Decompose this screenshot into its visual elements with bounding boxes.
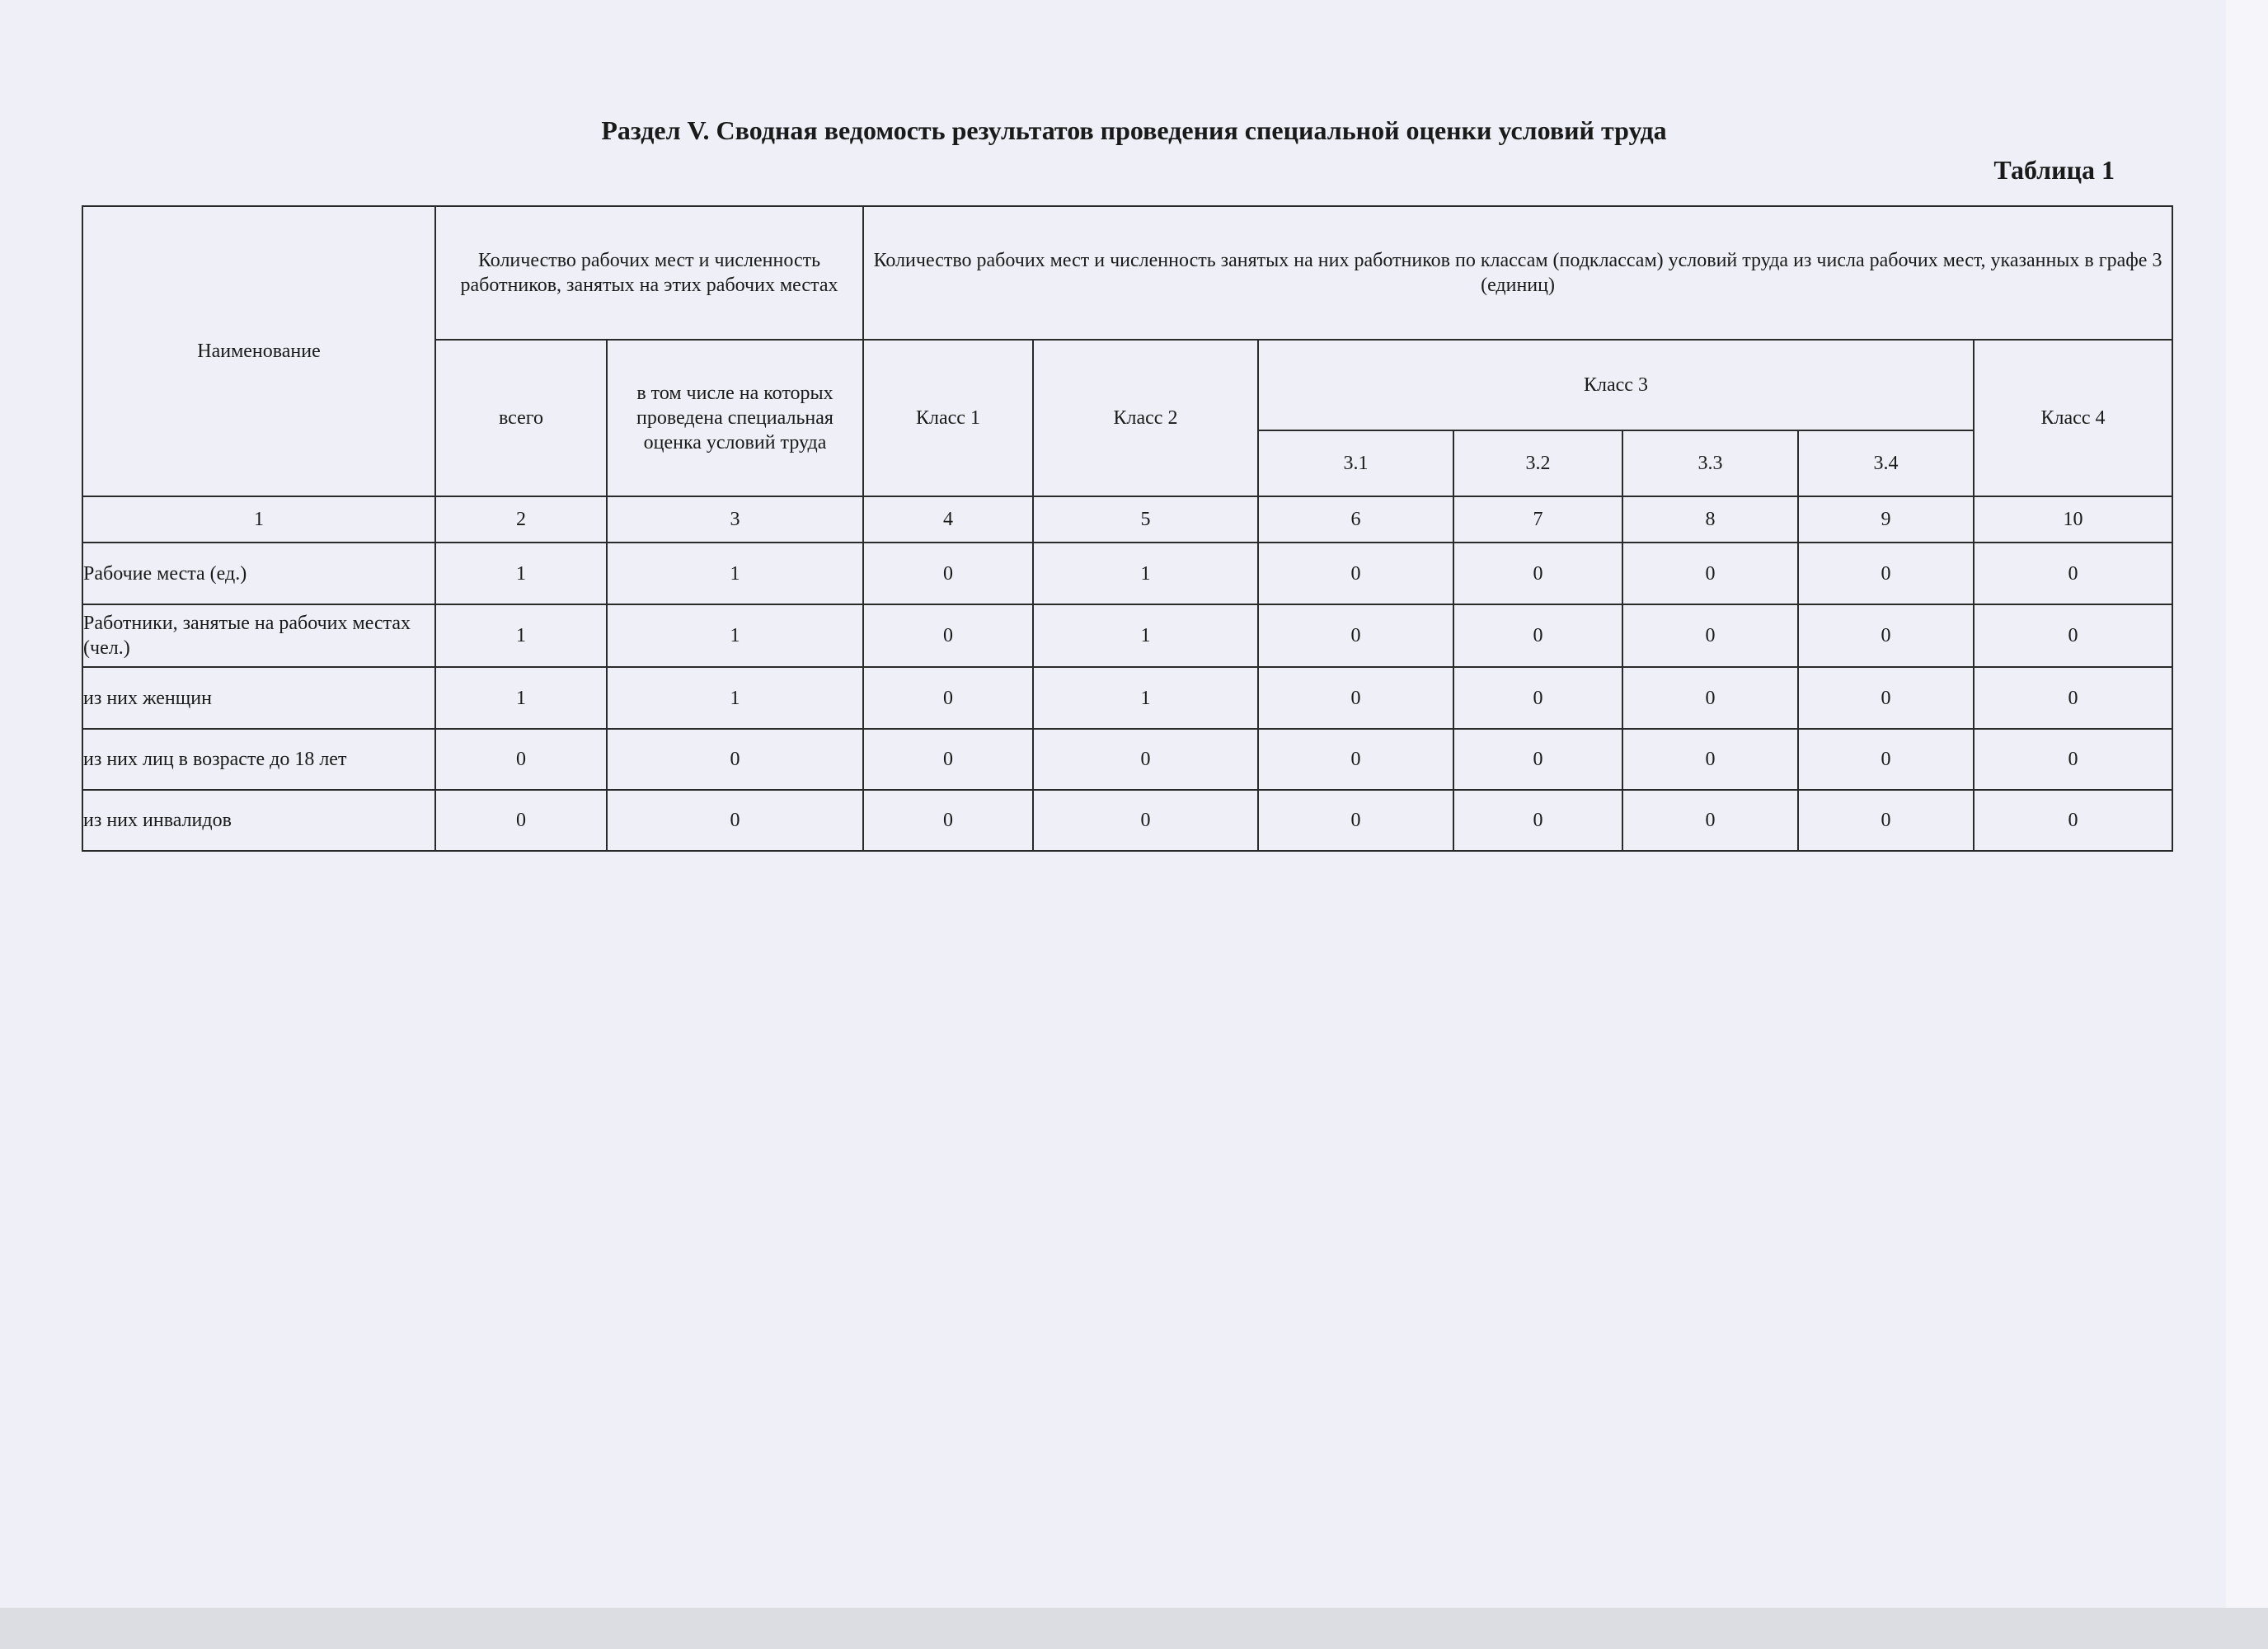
table-cell: 0 bbox=[863, 790, 1033, 851]
header-name: Наименование bbox=[82, 206, 435, 496]
table-cell: 0 bbox=[607, 729, 863, 790]
table-cell: 0 bbox=[1974, 729, 2172, 790]
table-cell: 0 bbox=[1453, 667, 1622, 729]
table-cell: 0 bbox=[1033, 790, 1258, 851]
header-row-1 bbox=[82, 206, 2172, 340]
table-cell: 0 bbox=[1453, 543, 1622, 604]
table-cell: 1 bbox=[1033, 604, 1258, 667]
table-cell: 0 bbox=[1974, 790, 2172, 851]
table-cell: 1 bbox=[1033, 543, 1258, 604]
table-cell: 0 bbox=[1258, 790, 1453, 851]
column-number: 7 bbox=[1453, 496, 1622, 543]
table-cell: 0 bbox=[1622, 790, 1798, 851]
table-cell: 0 bbox=[1622, 543, 1798, 604]
table-cell: 0 bbox=[1258, 604, 1453, 667]
summary-table bbox=[82, 205, 2173, 852]
row-label: Рабочие места (ед.) bbox=[82, 543, 435, 604]
header-class-1: Класс 1 bbox=[863, 340, 1033, 496]
header-subclass-3-3: 3.3 bbox=[1622, 430, 1798, 496]
table-cell: 1 bbox=[435, 543, 607, 604]
table-row bbox=[82, 667, 2172, 729]
table-cell: 0 bbox=[1798, 790, 1974, 851]
table-cell: 0 bbox=[1798, 604, 1974, 667]
table-cell: 0 bbox=[1453, 604, 1622, 667]
table-cell: 0 bbox=[1033, 729, 1258, 790]
table-cell: 0 bbox=[863, 667, 1033, 729]
table-number: Таблица 1 bbox=[1993, 155, 2115, 185]
table-row bbox=[82, 604, 2172, 667]
table-cell: 1 bbox=[435, 667, 607, 729]
table-cell: 1 bbox=[607, 604, 863, 667]
table-cell: 0 bbox=[1622, 604, 1798, 667]
column-number: 4 bbox=[863, 496, 1033, 543]
document-title: Раздел V. Сводная ведомость результатов проведения специальной оценки условий труда bbox=[601, 115, 1667, 145]
row-label: из них лиц в возрасте до 18 лет bbox=[82, 729, 435, 790]
column-number: 8 bbox=[1622, 496, 1798, 543]
header-total: всего bbox=[435, 340, 607, 496]
table-cell: 0 bbox=[863, 729, 1033, 790]
table-cell: 0 bbox=[1258, 729, 1453, 790]
table-cell: 0 bbox=[1453, 729, 1622, 790]
table-cell: 0 bbox=[1258, 667, 1453, 729]
table-cell: 0 bbox=[1258, 543, 1453, 604]
table-cell: 0 bbox=[1798, 729, 1974, 790]
page-right-edge bbox=[2226, 0, 2268, 1608]
header-group-total: Количество рабочих мест и численность работников, занятых на этих рабочих местах bbox=[435, 206, 863, 340]
header-class-3: Класс 3 bbox=[1258, 340, 1974, 430]
table-row bbox=[82, 790, 2172, 851]
scan-bottom-strip bbox=[0, 1608, 2268, 1649]
column-number-row bbox=[82, 496, 2172, 543]
table-cell: 0 bbox=[1622, 729, 1798, 790]
row-label: из них инвалидов bbox=[82, 790, 435, 851]
table-cell: 1 bbox=[607, 543, 863, 604]
table-cell: 0 bbox=[1798, 543, 1974, 604]
column-number: 3 bbox=[607, 496, 863, 543]
header-class-4: Класс 4 bbox=[1974, 340, 2172, 496]
table-cell: 0 bbox=[1974, 604, 2172, 667]
header-subclass-3-1: 3.1 bbox=[1258, 430, 1453, 496]
table-cell: 1 bbox=[607, 667, 863, 729]
header-subclass-3-4: 3.4 bbox=[1798, 430, 1974, 496]
table-row bbox=[82, 543, 2172, 604]
table-cell: 0 bbox=[435, 729, 607, 790]
table-cell: 0 bbox=[863, 604, 1033, 667]
column-number: 10 bbox=[1974, 496, 2172, 543]
table-row bbox=[82, 729, 2172, 790]
table-cell: 0 bbox=[435, 790, 607, 851]
table-cell: 0 bbox=[1798, 667, 1974, 729]
header-assessed: в том числе на которых проведена специальная оценка условий труда bbox=[607, 340, 863, 496]
table-cell: 0 bbox=[1974, 543, 2172, 604]
table-cell: 0 bbox=[1974, 667, 2172, 729]
header-group-classes: Количество рабочих мест и численность занятых на них работников по классам (подклассам) условий труда из числа рабочих мест, указанных в графе 3 (единиц) bbox=[863, 206, 2172, 340]
header-class-2: Класс 2 bbox=[1033, 340, 1258, 496]
column-number: 9 bbox=[1798, 496, 1974, 543]
table-cell: 1 bbox=[1033, 667, 1258, 729]
column-number: 2 bbox=[435, 496, 607, 543]
row-label: Работники, занятые на рабочих местах (чел.) bbox=[82, 604, 435, 667]
table-cell: 0 bbox=[1622, 667, 1798, 729]
table-cell: 0 bbox=[607, 790, 863, 851]
column-number: 6 bbox=[1258, 496, 1453, 543]
column-number: 5 bbox=[1033, 496, 1258, 543]
table-cell: 0 bbox=[863, 543, 1033, 604]
row-label: из них женщин bbox=[82, 667, 435, 729]
table-cell: 1 bbox=[435, 604, 607, 667]
header-subclass-3-2: 3.2 bbox=[1453, 430, 1622, 496]
table-cell: 0 bbox=[1453, 790, 1622, 851]
column-number: 1 bbox=[82, 496, 435, 543]
